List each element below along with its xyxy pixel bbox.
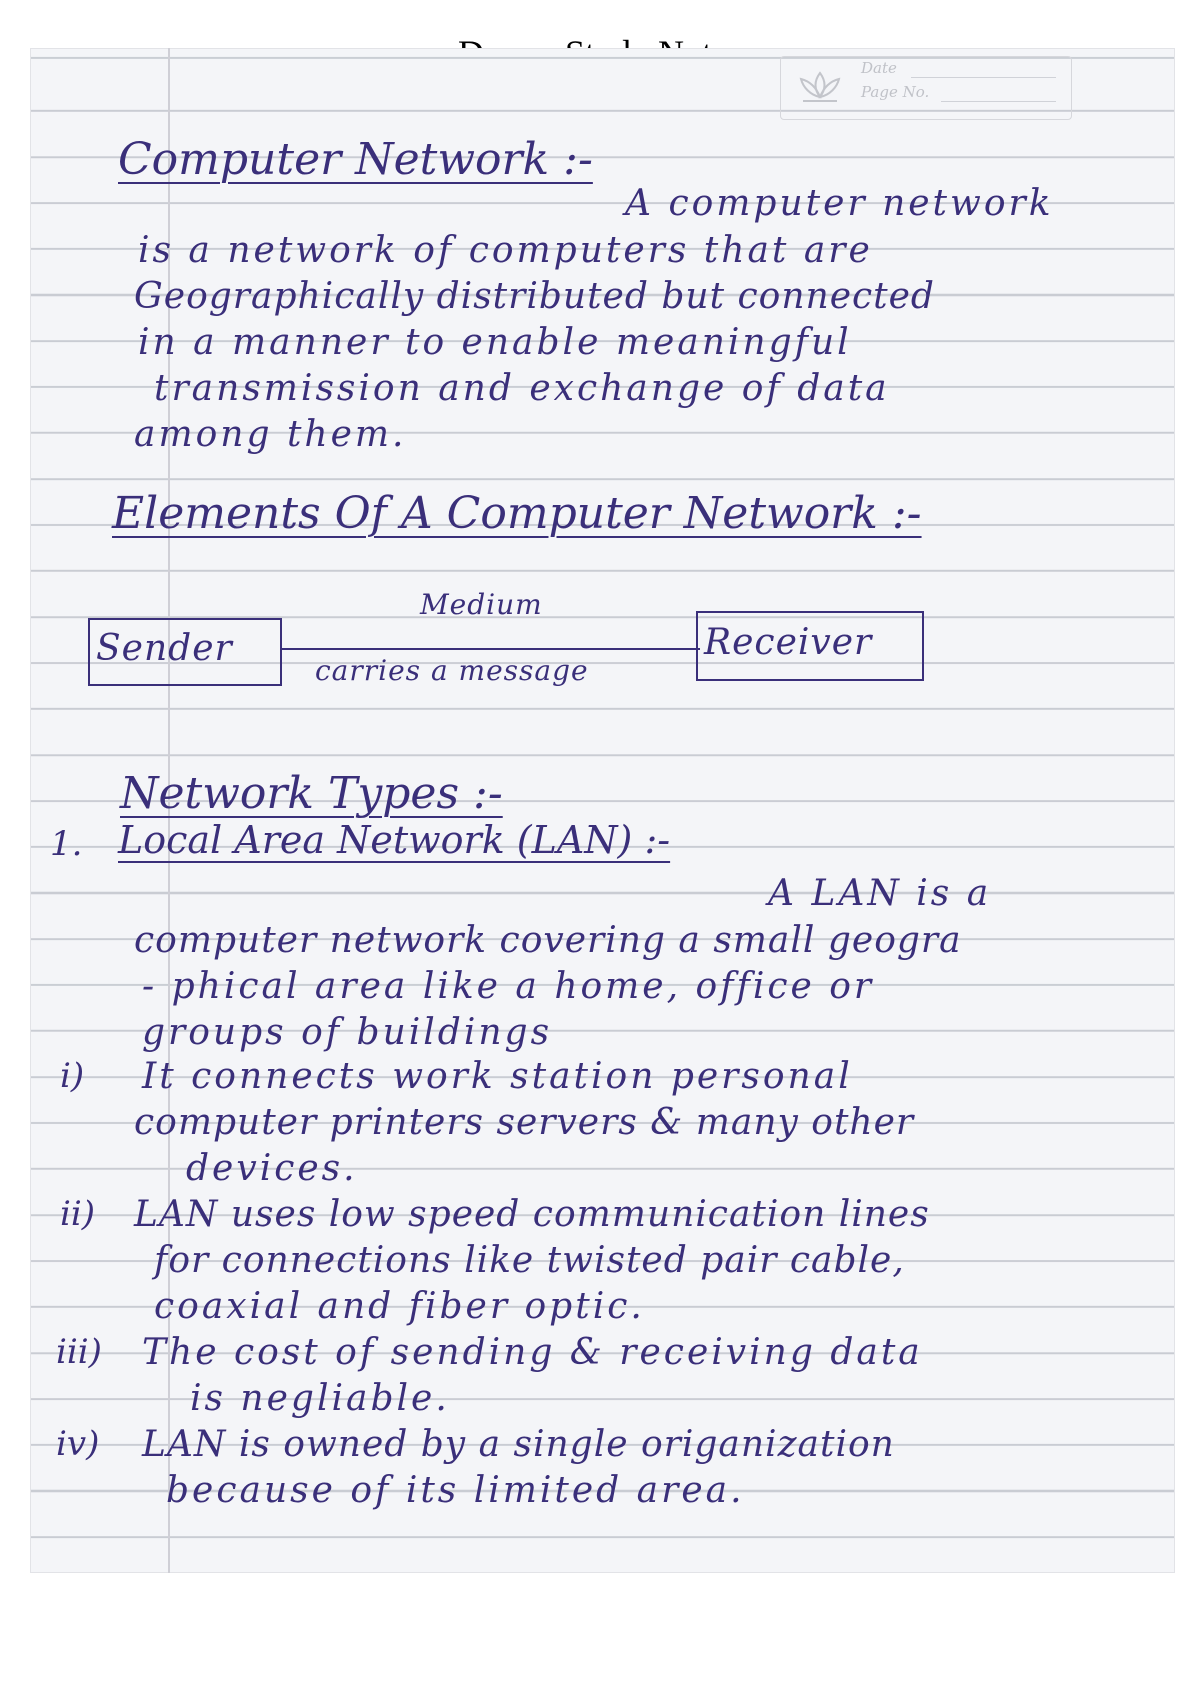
text-line: for connections like twisted pair cable,: [154, 1240, 905, 1281]
point-marker: iv): [56, 1424, 100, 1464]
text-line: groups of buildings: [142, 1012, 553, 1053]
section-heading-network-types: Network Types :-: [120, 768, 503, 819]
page-number-label: Page No.: [861, 83, 930, 101]
text-line: A LAN is a: [768, 873, 992, 914]
page-meta-box: [780, 56, 1072, 120]
text-line: LAN is owned by a single origanization: [142, 1424, 895, 1465]
lan-heading: Local Area Network (LAN) :-: [118, 818, 671, 862]
point-marker: ii): [60, 1194, 96, 1234]
text-line: It connects work station personal: [142, 1056, 853, 1097]
text-line: because of its limited area.: [166, 1470, 745, 1511]
lotus-logo-icon: [795, 67, 845, 107]
sender-label: Sender: [96, 628, 233, 669]
text-line: computer network covering a small geogra: [134, 920, 962, 961]
text-line: coaxial and fiber optic.: [154, 1286, 645, 1327]
date-rule: [911, 77, 1056, 78]
notebook-page: [30, 48, 1175, 1573]
text-line: LAN uses low speed communication lines: [134, 1194, 930, 1235]
list-number: 1.: [50, 824, 83, 864]
text-line: is a network of computers that are: [138, 230, 873, 271]
medium-line: [280, 648, 700, 650]
text-line: among them.: [134, 414, 407, 455]
receiver-label: Receiver: [704, 622, 873, 663]
text-line: in a manner to enable meaningful: [138, 322, 852, 363]
point-marker: i): [60, 1056, 85, 1096]
medium-label: Medium: [420, 588, 543, 621]
text-line: is negliable.: [190, 1378, 450, 1419]
text-line: - phical area like a home, office or: [142, 966, 875, 1007]
text-line: The cost of sending & receiving data: [142, 1332, 923, 1373]
text-line: transmission and exchange of data: [154, 368, 890, 409]
message-label: carries a message: [315, 654, 589, 687]
point-marker: iii): [56, 1332, 102, 1372]
date-label: Date: [861, 59, 897, 77]
text-line: devices.: [186, 1148, 358, 1189]
page-number-rule: [941, 101, 1056, 102]
section-heading-computer-network: Computer Network :-: [118, 134, 593, 185]
text-line: A computer network: [625, 183, 1054, 224]
section-heading-elements: Elements Of A Computer Network :-: [112, 488, 922, 539]
text-line: computer printers servers & many other: [134, 1102, 915, 1143]
text-line: Geographically distributed but connected: [134, 276, 935, 317]
